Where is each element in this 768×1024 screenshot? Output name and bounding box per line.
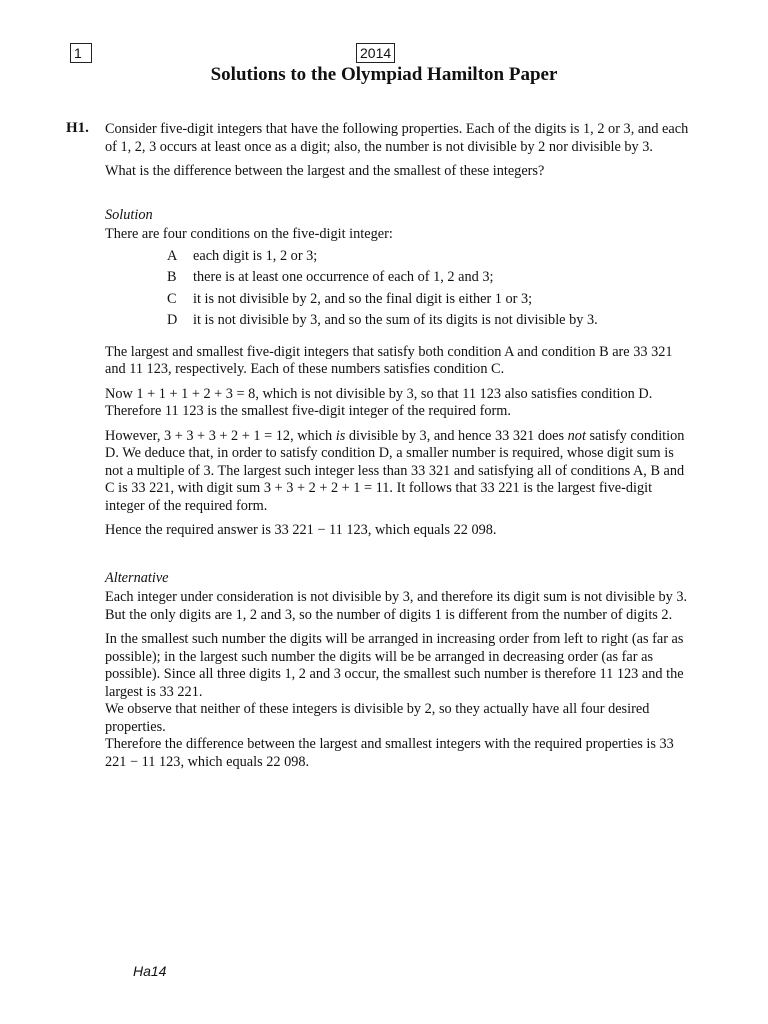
solution-answer: Hence the required answer is 33 221 − 11 123, which equals 22 098.: [105, 522, 497, 538]
emphasis-is: is: [335, 427, 346, 444]
solution-paragraph-1: The largest and smallest five-digit integers that satisfy both condition A and condition B are 33 321 and 11 123, respectively. Each of these numbers satisfies condition C.: [105, 343, 673, 377]
question-prompt: What is the difference between the largest and the smallest of these integers?: [105, 163, 545, 179]
content-body: [105, 121, 695, 778]
page-number-box: 1: [70, 43, 92, 63]
question-number: H1.: [66, 120, 89, 136]
condition-text: there is at least one occurrence of each of 1, 2 and 3;: [193, 269, 494, 285]
condition-text: it is not divisible by 2, and so the final digit is either 1 or 3;: [193, 290, 533, 307]
footer-code: Ha14: [133, 963, 167, 979]
alternative-paragraph-2: In the smallest such number the digits will be arranged in increasing order from left to right (as far as possible); in the largest such number the digits will be be arranged in decreasing order (as far as possible). Since all three digits 1, 2 and 3 occur, the smallest such number is therefore 11 123 and the largest is 33 221.: [105, 631, 684, 700]
alternative-paragraph-4: Therefore the difference between the largest and smallest integers with the required properties is 33 221 − 11 123, which equals 22 098.: [105, 736, 674, 770]
solution-paragraph-3: [105, 428, 695, 516]
solution-heading: Solution: [105, 206, 153, 223]
condition-b: [167, 269, 695, 287]
page-title: Solutions to the Olympiad Hamilton Paper: [210, 64, 558, 85]
condition-a: [167, 248, 695, 266]
solution-paragraph-2: Now 1 + 1 + 1 + 2 + 3 = 8, which is not divisible by 3, so that 11 123 also satisfies condition D. Therefore 11 123 is the smallest five-digit integer of the required form.: [105, 385, 653, 419]
alternative-paragraph-3: We observe that neither of these integers is divisible by 2, so they actually have all four desired properties.: [105, 701, 650, 735]
condition-text: it is not divisible by 3, and so the sum of its digits is not divisible by 3.: [193, 312, 598, 328]
text-run: However, 3 + 3 + 3 + 2 + 1 = 12, which: [105, 427, 336, 444]
condition-text: each digit is 1, 2 or 3;: [193, 247, 318, 264]
solution-intro: There are four conditions on the five-digit integer:: [105, 226, 393, 242]
text-run: satisfy condition D. We deduce that, in order to satisfy condition D, a smaller number is required, whose digit sum is not a multiple of 3. The largest such integer less than 33 321 and satisfying all of conditions A, B and C is 33 221, with digit sum 3 + 3 + 2 + 2 + 1 = 11. It follows that 33 221 is the largest five-digit integer of the required form.: [105, 427, 685, 514]
condition-letter: A: [167, 247, 178, 264]
condition-letter: D: [167, 312, 178, 328]
condition-c: [167, 291, 695, 309]
emphasis-not: not: [567, 427, 586, 444]
text-run: divisible by 3, and hence 33 321 does: [345, 427, 568, 444]
alternative-heading: Alternative: [105, 569, 169, 586]
condition-d: [167, 312, 695, 330]
year-box: 2014: [356, 43, 395, 63]
alternative-paragraph-1: Each integer under consideration is not divisible by 3, and therefore its digit sum is not divisible by 3. But the only digits are 1, 2 and 3, so the number of digits 1 is different from the number of digits 2.: [105, 589, 688, 623]
question-text: Consider five-digit integers that have the following properties. Each of the digits is 1, 2 or 3, and each of 1, 2, 3 occurs at least once as a digit; also, the number is not divisible by 2 nor divisible by 3.: [105, 121, 689, 155]
condition-letter: B: [167, 269, 177, 285]
condition-letter: C: [167, 290, 177, 307]
